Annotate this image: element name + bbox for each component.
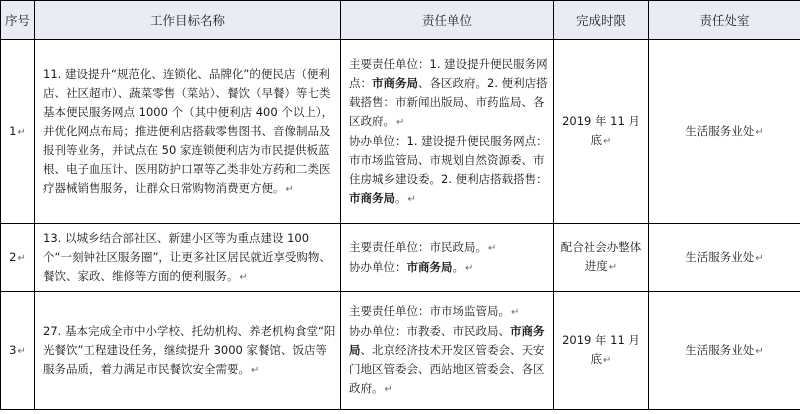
- header-deadline: 完成时限: [554, 1, 649, 40]
- paragraph-mark-icon: ↵: [755, 345, 764, 357]
- paragraph-mark-icon: ↵: [755, 252, 764, 264]
- row-responsible-unit: 主要责任单位：市市场监管局。↵ 协办单位：市教委、市民政局、市商务局、北京经济技术开发区管委会、天安门地区管委会、西站地区管委会、各区政府。↵: [341, 292, 554, 410]
- paragraph-mark-icon: ↵: [396, 116, 405, 128]
- row-responsible-unit: 主要责任单位：1. 建设提升便民服务网点：市商务局、各区政府。2. 便利店搭载搭售：市新闻出版局、市药监局、各区政府。↵ 协办单位：1. 建设提升便民服务网点：市市场监管局、市规划自然资源委、市住房城乡建设委。2. 便利店搭载搭售：市商务局。↵: [341, 40, 554, 224]
- highlight-unit: 市商务局: [406, 259, 453, 274]
- row-office: 生活服务业处↵: [649, 292, 800, 410]
- paragraph-mark-icon: ↵: [603, 136, 612, 147]
- header-row: [1, 1, 800, 40]
- row-responsible-unit: 主要责任单位：市民政局。↵ 协办单位：市商务局。↵: [341, 224, 554, 292]
- paragraph-mark-icon: ↵: [239, 271, 248, 283]
- paragraph-mark-icon: ↵: [17, 126, 26, 138]
- table-row: [1, 292, 800, 410]
- table-header: [1, 1, 800, 40]
- row-deadline: 2019 年 11 月底↵: [554, 40, 649, 224]
- header-name: 工作目标名称: [35, 1, 341, 40]
- row-seq: 1↵: [1, 40, 35, 224]
- header-office: 责任处室: [649, 1, 800, 40]
- paragraph-mark-icon: ↵: [285, 183, 294, 195]
- row-target-name: 11. 建设提升“规范化、连锁化、品牌化”的便民店（便利店、社区超市）、蔬菜零售（菜站）、餐饮（早餐）等七类基本便民服务网点 1000 个（其中便利店 400 个以上），并优化网点布局；推进便利店搭载零售图书、音像制品及报刊等业务，并试点在 50 家连锁便利店为市民提供板蓝根、电子血压计、医用防护口罩等乙类非处方药和二类医疗器械销售服务，让群众日常购物消费更方便。↵: [35, 40, 341, 224]
- paragraph-mark-icon: ↵: [384, 384, 393, 395]
- highlight-unit: 市商务局: [349, 190, 395, 205]
- header-seq: 序号: [1, 1, 35, 40]
- row-office: 生活服务业处↵: [649, 40, 800, 224]
- row-deadline: 2019 年 11 月底↵: [554, 292, 649, 410]
- header-unit: 责任单位: [341, 1, 554, 40]
- paragraph-mark-icon: ↵: [465, 262, 474, 274]
- table-row: [1, 40, 800, 224]
- paragraph-mark-icon: ↵: [17, 345, 26, 357]
- row-target-name: 27. 基本完成全市中小学校、托幼机构、养老机构食堂“阳光餐饮”工程建设任务，继续提升 3000 家餐馆、饭店等服务品质，着力满足市民餐饮安全需要。↵: [35, 292, 341, 410]
- paragraph-mark-icon: ↵: [407, 193, 416, 205]
- paragraph-mark-icon: ↵: [488, 242, 497, 254]
- row-seq: 2↵: [1, 224, 35, 292]
- row-seq: 3↵: [1, 292, 35, 410]
- highlight-unit: 市商务局: [349, 324, 545, 357]
- row-office: 生活服务业处↵: [649, 224, 800, 292]
- row-target-name: 13. 以城乡结合部社区、新建小区等为重点建设 100 个“一刻钟社区服务圈”，让更多社区居民就近享受购物、餐饮、家政、维修等方面的便利服务。↵: [35, 224, 341, 292]
- paragraph-mark-icon: ↵: [511, 307, 520, 318]
- highlight-unit: 市商务局: [372, 75, 418, 90]
- paragraph-mark-icon: ↵: [251, 364, 260, 376]
- paragraph-mark-icon: ↵: [17, 252, 26, 264]
- paragraph-mark-icon: ↵: [603, 355, 612, 366]
- paragraph-mark-icon: ↵: [755, 126, 764, 138]
- table-row: [1, 224, 800, 292]
- row-deadline: 配合社会办整体进度↵: [554, 224, 649, 292]
- paragraph-mark-icon: ↵: [608, 262, 618, 273]
